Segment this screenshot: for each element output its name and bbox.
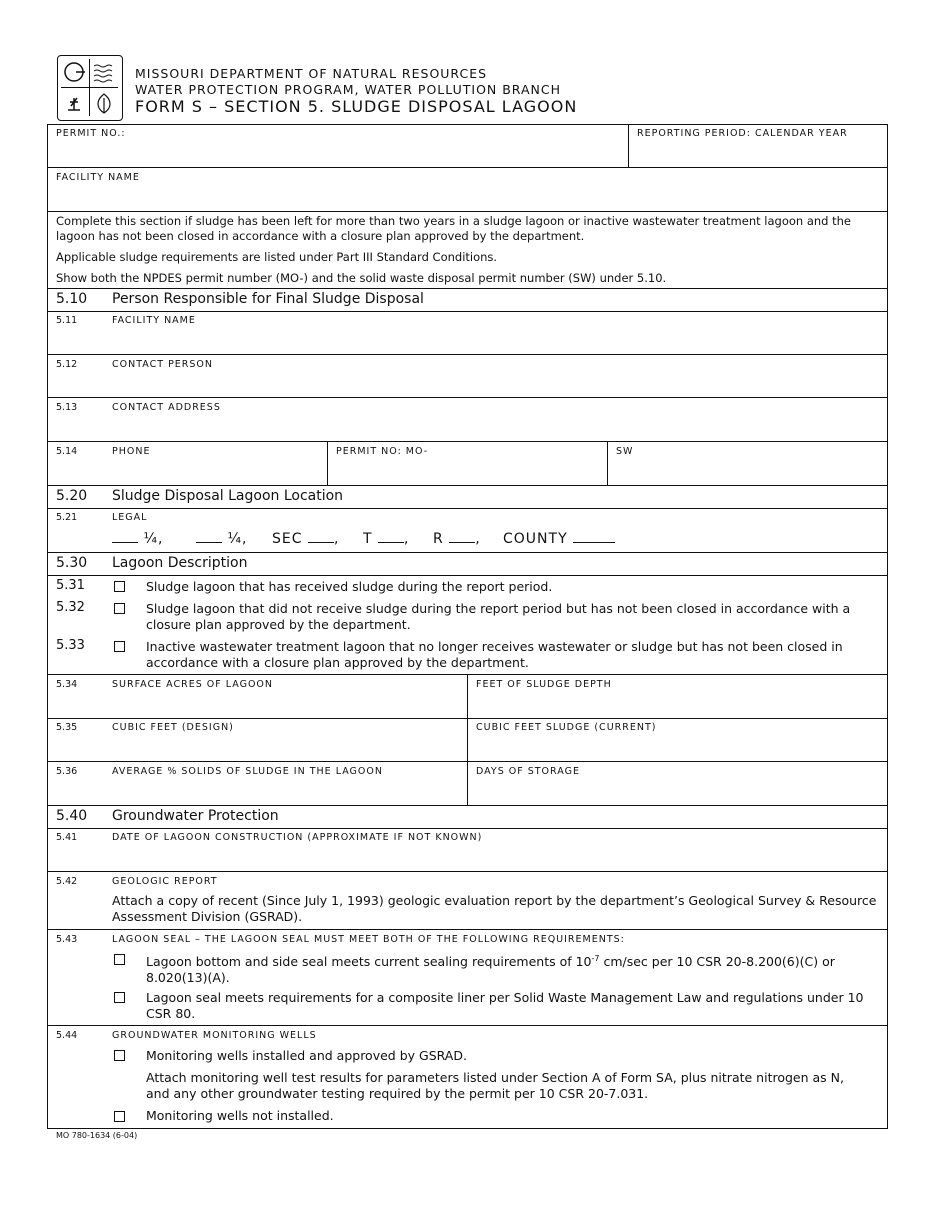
days-of-storage-field[interactable]: DAYS OF STORAGE bbox=[476, 766, 580, 777]
legal-quarter-1-field[interactable]: ¼, bbox=[112, 530, 163, 547]
contact-address-field[interactable]: CONTACT ADDRESS bbox=[112, 402, 221, 413]
item-number: 5.13 bbox=[56, 402, 78, 413]
npdes-permit-field[interactable]: PERMIT NO: MO- bbox=[336, 446, 429, 457]
section-title: Groundwater Protection bbox=[112, 808, 279, 824]
item-number: 5.21 bbox=[56, 512, 78, 523]
inactive-lagoon-checkbox[interactable] bbox=[114, 641, 125, 652]
form-number: MO 780-1634 (6-04) bbox=[56, 1131, 138, 1140]
section-number: 5.30 bbox=[56, 555, 88, 571]
average-solids-field[interactable]: AVERAGE % SOLIDS OF SLUDGE IN THE LAGOON bbox=[112, 766, 383, 777]
sw-permit-field[interactable]: SW bbox=[616, 446, 634, 457]
wells-attach-note: Attach monitoring well test results for parameters listed under Section A of Form SA, plus nitrate nitrogen as N, and any other groundwater testing required by the permit per 10 CSR 20-7.031. bbox=[146, 1070, 844, 1101]
wells-not-installed-checkbox[interactable] bbox=[114, 1111, 125, 1122]
sludge-depth-field[interactable]: FEET OF SLUDGE DEPTH bbox=[476, 679, 612, 690]
legal-label: LEGAL bbox=[112, 512, 148, 523]
item-number: 5.43 bbox=[56, 934, 78, 945]
item-number: 5.33 bbox=[56, 638, 85, 653]
option-text: Sludge lagoon that has received sludge during the report period. bbox=[146, 579, 553, 594]
section-number: 5.20 bbox=[56, 488, 88, 504]
agency-name: MISSOURI DEPARTMENT OF NATURAL RESOURCES bbox=[135, 66, 488, 81]
item-number: 5.44 bbox=[56, 1030, 78, 1041]
legal-range-field[interactable]: R , bbox=[433, 531, 481, 547]
item-number: 5.36 bbox=[56, 766, 78, 777]
section-title: Person Responsible for Final Sludge Disposal bbox=[112, 291, 424, 307]
intro-permit-note: Show both the NPDES permit number (MO-) and the solid waste disposal permit number (SW) under 5.10. bbox=[56, 271, 667, 285]
section-title: Sludge Disposal Lagoon Location bbox=[112, 488, 344, 504]
option-text: Sludge lagoon that did not receive sludge during the report period but has not been closed in accordance with a closure plan approved by the department. bbox=[146, 601, 851, 632]
cubic-feet-design-field[interactable]: CUBIC FEET (DESIGN) bbox=[112, 722, 234, 733]
seal-requirement-checkbox[interactable] bbox=[114, 954, 125, 965]
wells-not-installed-text: Monitoring wells not installed. bbox=[146, 1108, 334, 1123]
wells-installed-checkbox[interactable] bbox=[114, 1050, 125, 1061]
contact-person-field[interactable]: CONTACT PERSON bbox=[112, 359, 214, 370]
legal-quarter-2-field[interactable]: ¼, bbox=[196, 530, 247, 547]
legal-township-field[interactable]: T , bbox=[363, 531, 410, 547]
item-number: 5.12 bbox=[56, 359, 78, 370]
program-name: WATER PROTECTION PROGRAM, WATER POLLUTION BRANCH bbox=[135, 82, 562, 97]
item-number: 5.41 bbox=[56, 832, 78, 843]
geologic-report-label: GEOLOGIC REPORT bbox=[112, 876, 218, 887]
item-number: 5.31 bbox=[56, 578, 85, 593]
permit-no-field[interactable]: PERMIT NO.: bbox=[56, 128, 126, 139]
item-number: 5.35 bbox=[56, 722, 78, 733]
lagoon-received-sludge-checkbox[interactable] bbox=[114, 581, 125, 592]
lagoon-seal-label: LAGOON SEAL – THE LAGOON SEAL MUST MEET BOTH OF THE FOLLOWING REQUIREMENTS: bbox=[112, 934, 625, 945]
item-number: 5.11 bbox=[56, 315, 78, 326]
facility-name-field[interactable]: FACILITY NAME bbox=[56, 172, 140, 183]
item-number: 5.14 bbox=[56, 446, 78, 457]
section-number: 5.10 bbox=[56, 291, 88, 307]
section-number: 5.40 bbox=[56, 808, 88, 824]
monitoring-wells-label: GROUNDWATER MONITORING WELLS bbox=[112, 1030, 317, 1041]
seal-requirement-text: Lagoon bottom and side seal meets current sealing requirements of $10^{-7}$ cm/sec per 10 CSR 20-8.200(6)(C) or 8.020(13)(A). bbox=[146, 954, 835, 986]
composite-liner-checkbox[interactable] bbox=[114, 992, 125, 1003]
responsible-facility-name-field[interactable]: FACILITY NAME bbox=[112, 315, 196, 326]
section-title: Lagoon Description bbox=[112, 555, 248, 571]
item-number: 5.42 bbox=[56, 876, 78, 887]
construction-date-field[interactable]: DATE OF LAGOON CONSTRUCTION (APPROXIMATE IF NOT KNOWN) bbox=[112, 832, 483, 843]
intro-standard-conditions: Applicable sludge requirements are listed under Part III Standard Conditions. bbox=[56, 250, 498, 264]
reporting-period-field[interactable]: REPORTING PERIOD: CALENDAR YEAR bbox=[637, 128, 848, 139]
legal-sec-field[interactable]: SEC , bbox=[272, 531, 340, 547]
intro-paragraph: Complete this section if sludge has been left for more than two years in a sludge lagoon or inactive wastewater treatment lagoon and the lagoon has not been closed in accordance with a closure plan approved by the department. bbox=[56, 214, 851, 243]
dnr-logo bbox=[57, 55, 123, 121]
item-number: 5.34 bbox=[56, 679, 78, 690]
cubic-feet-sludge-field[interactable]: CUBIC FEET SLUDGE (CURRENT) bbox=[476, 722, 657, 733]
option-text: Inactive wastewater treatment lagoon that no longer receives wastewater or sludge but has not been closed in accordance with a closure plan approved by the department. bbox=[146, 639, 843, 670]
composite-liner-text: Lagoon seal meets requirements for a composite liner per Solid Waste Management Law and regulations under 10 CSR 80. bbox=[146, 990, 864, 1021]
legal-county-field[interactable]: COUNTY bbox=[503, 530, 615, 547]
dnr-logo-graphic bbox=[58, 56, 121, 119]
wells-installed-text: Monitoring wells installed and approved by GSRAD. bbox=[146, 1048, 467, 1063]
phone-field[interactable]: PHONE bbox=[112, 446, 151, 457]
lagoon-no-sludge-checkbox[interactable] bbox=[114, 603, 125, 614]
form-title: FORM S – SECTION 5. SLUDGE DISPOSAL LAGOON bbox=[135, 97, 578, 116]
surface-acres-field[interactable]: SURFACE ACRES OF LAGOON bbox=[112, 679, 274, 690]
item-number: 5.32 bbox=[56, 600, 85, 615]
geologic-report-text: Attach a copy of recent (Since July 1, 1993) geologic evaluation report by the department’s Geological Survey & Resource Assessment Division (GSRAD). bbox=[112, 893, 877, 924]
